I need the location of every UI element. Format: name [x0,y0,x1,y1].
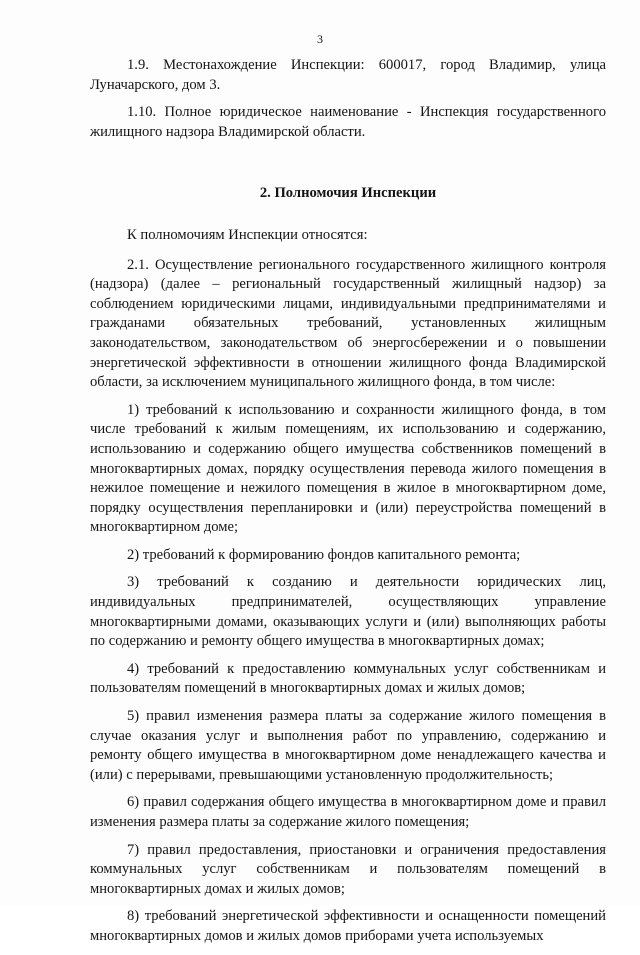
list-item: 4) требований к предоставлению коммунальных услуг собственникам и пользователям помещений в многоквартирных домах и жилых домов; [90,660,606,697]
page-number: 3 [317,32,323,46]
intro-paragraph: К полномочиям Инспекции относятся: [127,226,368,243]
paragraph-2-1: 2.1. Осуществление регионального государственного жилищного контроля (надзора) (далее – региональный государственный жилищный надзор) за соблюдением юридическими лицами, индивидуальными предпринимателями и гражданами обязательных требований, установленных жилищным законодательством, законодательством об энергосбережении и о повышении энергетической эффективности в отношении жилищного фонда Владимирской области, за исключением муниципального жилищного фонда, в том числе: [90,256,606,391]
list-item: 8) требований энергетической эффективности и оснащенности помещений многоквартирных домов и жилых домов приборами учета используемых [90,908,606,944]
section-heading: 2. Полномочия Инспекции [259,185,437,202]
paragraph-1-9: 1.9. Местонахождение Инспекции: 600017, город Владимир, улица Луначарского, дом 3. [90,57,606,93]
list-item: 1) требований к использованию и сохранности жилищного фонда, в том числе требований к жилым помещениям, их использованию и содержанию, использованию и содержанию общего имущества собственников помещений в многоквартирных домах, порядку осуществления перевода жилого помещения в нежилое помещение и нежилого помещения в жилое в многоквартирном доме, порядку осуществления перепланировки и (или) переустройства помещений в многоквартирном доме; [90,401,606,536]
list-item: 3) требований к созданию и деятельности юридических лиц, индивидуальных предпринимателей, осуществляющих управление многоквартирными домами, оказывающих услуги и (или) выполняющих работы по содержанию и ремонту общего имущества в многоквартирных домах; [90,574,606,650]
list-item: 5) правил изменения размера платы за содержание жилого помещения в случае оказания услуг и выполнения работ по управлению, содержанию и ремонту общего имущества в многоквартирном доме ненадлежащего качества и (или) с перерывами, превышающими установленную продолжительность; [90,708,606,783]
document-body [90,56,606,955]
list-item: 7) правил предоставления, приостановки и ограничения предоставления коммунальных услуг собственникам и пользователям помещений в многоквартирных домах и жилых домов; [90,841,606,897]
list-item: 6) правил содержания общего имущества в многоквартирном доме и правил изменения размера платы за содержание жилого помещения; [90,794,606,830]
paragraph-1-10: 1.10. Полное юридическое наименование - Инспекция государственного жилищного надзора Владимирской области. [90,104,606,140]
list-item: 2) требований к формированию фондов капитального ремонта; [127,546,521,563]
